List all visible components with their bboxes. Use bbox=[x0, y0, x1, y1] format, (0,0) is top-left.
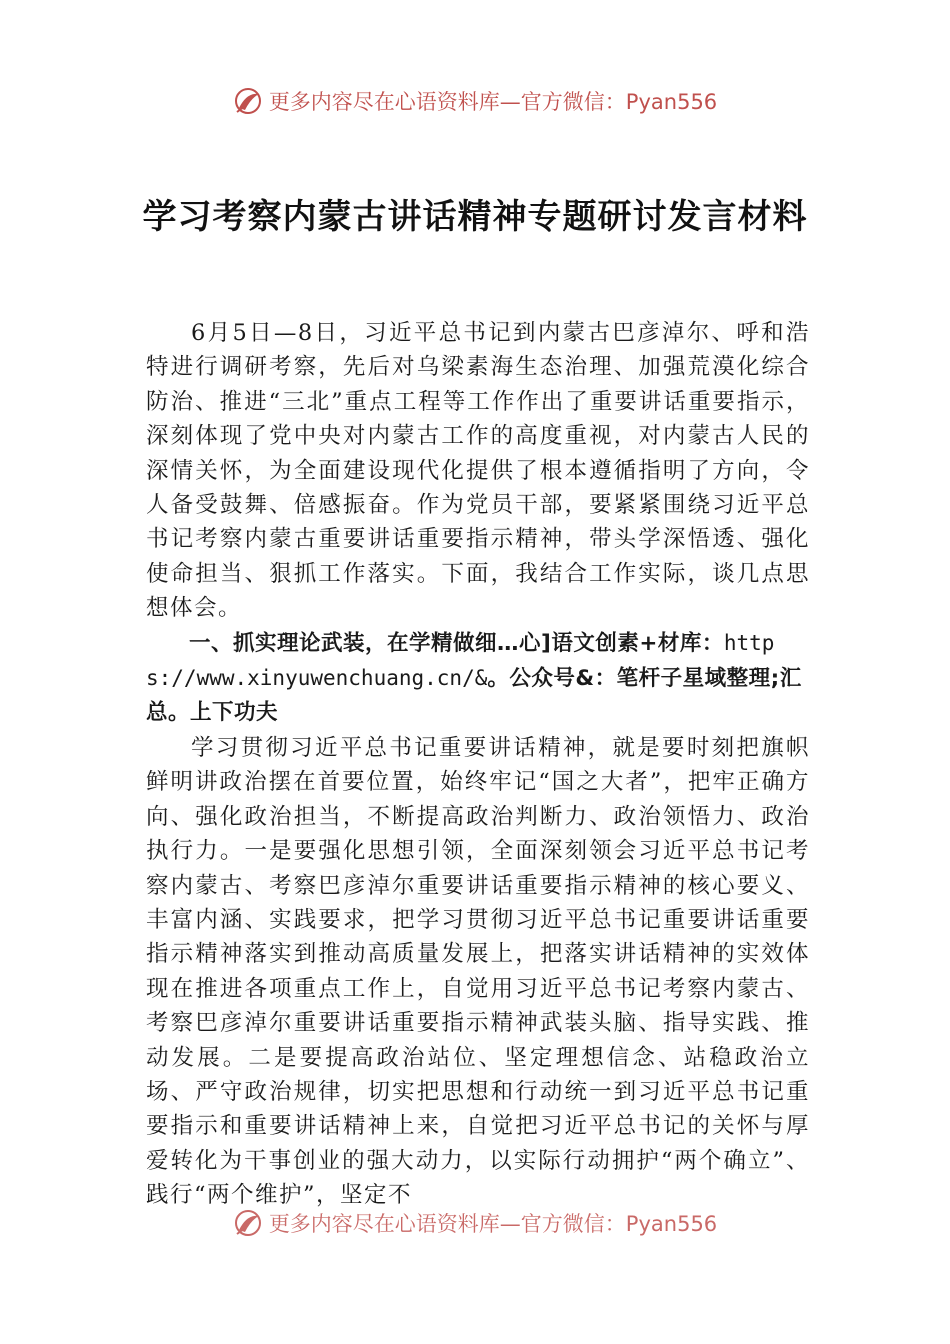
brush-logo-icon bbox=[233, 1208, 263, 1238]
section-body-paragraph: 学习贯彻习近平总书记重要讲话精神，就是要时刻把旗帜鲜明讲政治摆在首要位置，始终牢记“国之大者”，把牢正确方向、强化政治担当，不断提高政治判断力、政治领悟力、政治执行力。一是要强化思想引领，全面深刻领会习近平总书记考察内蒙古、考察巴彦淖尔重要讲话重要指示精神的核心要义、丰富内涵、实践要求，把学习贯彻习近平总书记重要讲话重要指示精神落实到推动高质量发展上，把落实讲话精神的实效体现在推进各项重点工作上，自觉用习近平总书记考察内蒙古、考察巴彦淖尔重要讲话重要指示精神武装头脑、指导实践、推动发展。二是要提高政治站位、坚定理想信念、站稳政治立场、严守政治规律，切实把思想和行动统一到习近平总书记重要指示和重要讲话精神上来，自觉把习近平总书记的关怀与厚爱转化为干事创业的强大动力，以实际行动拥护“两个确立”、践行“两个维护”，坚定不 bbox=[146, 734, 810, 1209]
section-heading-url: https://www.xinyuwenchuang.cn/& bbox=[146, 630, 775, 691]
section-heading-text: 一、抓实理论武装，在学精做细…心]语文创素+材库： bbox=[189, 630, 724, 656]
brush-logo-icon bbox=[233, 86, 263, 116]
section-heading bbox=[146, 626, 810, 731]
watermark-banner-top bbox=[0, 86, 950, 116]
document-body bbox=[146, 316, 810, 1213]
watermark-banner-bottom bbox=[0, 1208, 950, 1238]
section-heading-text-end: 。公众号&：笔杆子星域整理;汇总。上下功夫 bbox=[146, 666, 802, 726]
intro-paragraph: 6月5日—8日，习近平总书记到内蒙古巴彦淖尔、呼和浩特进行调研考察，先后对乌梁素海生态治理、加强荒漠化综合防治、推进“三北”重点工程等工作作出了重要讲话重要指示，深刻体现了党中央对内蒙古工作的高度重视，对内蒙古人民的深情关怀，为全面建设现代化提供了根本遵循指明了方向，令人备受鼓舞、倍感振奋。作为党员干部，要紧紧围绕习近平总书记考察内蒙古重要讲话重要指示精神，带头学深悟透、强化使命担当、狠抓工作落实。下面，我结合工作实际，谈几点思想体会。 bbox=[146, 320, 810, 622]
document-title: 学习考察内蒙古讲话精神专题研讨发言材料 bbox=[142, 197, 808, 237]
watermark-text: 更多内容尽在心语资料库—官方微信：Pyan556 bbox=[268, 90, 718, 114]
watermark-text: 更多内容尽在心语资料库—官方微信：Pyan556 bbox=[268, 1212, 718, 1236]
